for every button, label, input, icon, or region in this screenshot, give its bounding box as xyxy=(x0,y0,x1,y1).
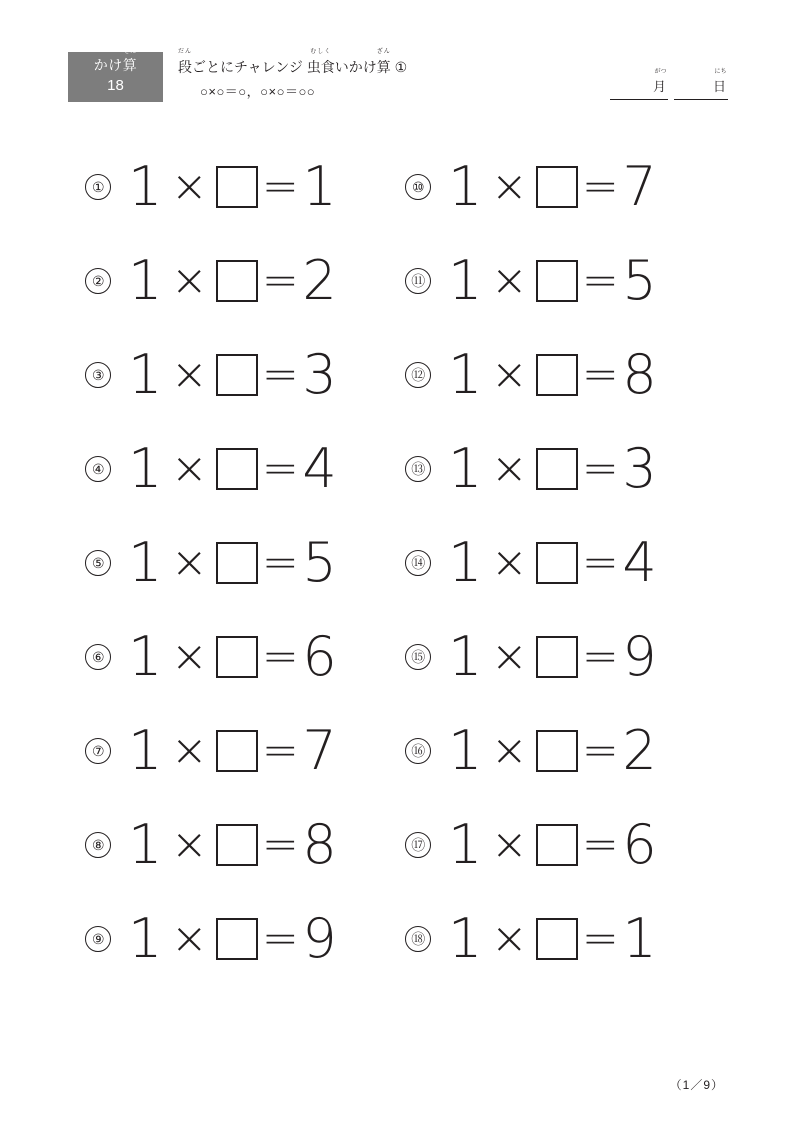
multiplicand: 1 xyxy=(448,813,483,876)
equals-sign: = xyxy=(261,819,299,870)
badge-title-wrapper xyxy=(93,49,138,73)
multiplicand: 1 xyxy=(128,249,163,312)
day-label-ruby: にち xyxy=(714,69,727,75)
problem-row xyxy=(78,704,408,798)
equals-sign: = xyxy=(581,349,619,400)
problem-number xyxy=(78,832,118,858)
problem-number-badge: ⑪ xyxy=(405,268,431,294)
multiplicand: 1 xyxy=(128,155,163,218)
product: 5 xyxy=(622,249,657,312)
answer-box[interactable] xyxy=(536,260,578,302)
problem-expression xyxy=(128,625,337,688)
problem-number-badge: ⑭ xyxy=(405,550,431,576)
problem-row xyxy=(78,892,408,986)
equals-sign: = xyxy=(581,255,619,306)
product: 2 xyxy=(302,249,337,312)
badge-number: 18 xyxy=(107,77,124,94)
problem-number xyxy=(398,738,438,764)
multiply-operator: × xyxy=(490,255,528,306)
problem-number xyxy=(398,550,438,576)
problem-row xyxy=(78,422,408,516)
problem-row xyxy=(398,328,728,422)
multiplicand: 1 xyxy=(128,625,163,688)
problem-number-badge: ⑦ xyxy=(85,738,111,764)
problem-expression xyxy=(448,249,657,312)
date-area xyxy=(548,70,728,100)
answer-box[interactable] xyxy=(216,354,258,396)
problem-number xyxy=(398,832,438,858)
answer-box[interactable] xyxy=(536,730,578,772)
multiply-operator: × xyxy=(490,161,528,212)
problem-expression xyxy=(448,343,657,406)
answer-box[interactable] xyxy=(536,448,578,490)
equals-sign: = xyxy=(261,913,299,964)
problem-expression xyxy=(128,437,337,500)
problem-expression xyxy=(448,531,657,594)
multiplicand: 1 xyxy=(128,343,163,406)
header-challenge-text: ごとにチャレンジ xyxy=(192,59,307,75)
product: 7 xyxy=(622,155,657,218)
equals-sign: = xyxy=(581,161,619,212)
problem-number xyxy=(398,268,438,294)
header-dan-ruby: だん xyxy=(177,49,193,55)
equals-sign: = xyxy=(261,255,299,306)
answer-box[interactable] xyxy=(536,542,578,584)
problem-number-badge: ⑮ xyxy=(405,644,431,670)
problem-expression xyxy=(128,719,337,782)
multiply-operator: × xyxy=(490,913,528,964)
badge-title: かけ算 xyxy=(93,57,138,73)
multiply-operator: × xyxy=(490,725,528,776)
multiply-operator: × xyxy=(170,631,208,682)
multiplicand: 1 xyxy=(448,907,483,970)
problem-number-badge: ③ xyxy=(85,362,111,388)
problem-column-left xyxy=(78,140,408,986)
header-formula-line: ○×○＝○，○×○＝○○ xyxy=(200,84,316,99)
answer-box[interactable] xyxy=(536,636,578,678)
problem-expression xyxy=(128,155,337,218)
multiplicand: 1 xyxy=(448,437,483,500)
problem-row xyxy=(398,140,728,234)
product: 8 xyxy=(302,813,337,876)
problem-number-badge: ⑥ xyxy=(85,644,111,670)
problem-number xyxy=(398,362,438,388)
problem-number-badge: ⑫ xyxy=(405,362,431,388)
problem-number-badge: ⑨ xyxy=(85,926,111,952)
equals-sign: = xyxy=(261,161,299,212)
problem-row xyxy=(398,234,728,328)
badge-title-ruby: ざん xyxy=(124,49,137,55)
problem-number xyxy=(78,456,118,482)
equals-sign: = xyxy=(261,725,299,776)
problem-number-badge: ⑯ xyxy=(405,738,431,764)
problem-number-badge: ① xyxy=(85,174,111,200)
multiplicand: 1 xyxy=(128,437,163,500)
header-mushikui-wrapper xyxy=(306,49,335,77)
header-mushikui: 虫食 xyxy=(306,59,335,75)
header-mushikui-ruby: むしく xyxy=(310,49,332,55)
answer-box[interactable] xyxy=(536,166,578,208)
equals-sign: = xyxy=(261,349,299,400)
answer-box[interactable] xyxy=(216,636,258,678)
multiplicand: 1 xyxy=(448,155,483,218)
problem-expression xyxy=(448,437,657,500)
equals-sign: = xyxy=(581,631,619,682)
product: 7 xyxy=(302,719,337,782)
problem-number-badge: ⑧ xyxy=(85,832,111,858)
problem-row xyxy=(78,234,408,328)
multiplicand: 1 xyxy=(448,719,483,782)
problem-number-badge: ⑱ xyxy=(405,926,431,952)
header-subject-line xyxy=(177,49,578,77)
multiplicand: 1 xyxy=(128,813,163,876)
problem-column-right xyxy=(398,140,728,986)
multiplicand: 1 xyxy=(448,625,483,688)
problem-number xyxy=(78,268,118,294)
product: 6 xyxy=(302,625,337,688)
problem-row xyxy=(398,422,728,516)
equals-sign: = xyxy=(581,443,619,494)
equals-sign: = xyxy=(581,913,619,964)
answer-box[interactable] xyxy=(216,166,258,208)
equals-sign: = xyxy=(581,819,619,870)
day-label-wrapper xyxy=(712,69,728,96)
problem-row xyxy=(78,516,408,610)
multiplicand: 1 xyxy=(448,249,483,312)
multiplicand: 1 xyxy=(128,719,163,782)
problem-number xyxy=(78,644,118,670)
problem-number xyxy=(78,738,118,764)
month-label: 月 xyxy=(652,79,666,94)
problem-row xyxy=(398,892,728,986)
answer-box[interactable] xyxy=(216,730,258,772)
equals-sign: = xyxy=(581,537,619,588)
header-san-wrapper xyxy=(376,49,391,77)
problem-number-badge: ② xyxy=(85,268,111,294)
product: 9 xyxy=(622,625,657,688)
problem-expression xyxy=(128,907,337,970)
product: 4 xyxy=(302,437,337,500)
product: 8 xyxy=(622,343,657,406)
multiply-operator: × xyxy=(170,349,208,400)
problem-number xyxy=(398,456,438,482)
problem-row xyxy=(398,798,728,892)
multiplicand: 1 xyxy=(128,907,163,970)
product: 5 xyxy=(302,531,337,594)
problem-number xyxy=(78,550,118,576)
problem-number xyxy=(78,174,118,200)
problem-row xyxy=(398,704,728,798)
problem-row xyxy=(78,328,408,422)
multiply-operator: × xyxy=(490,349,528,400)
multiply-operator: × xyxy=(490,631,528,682)
equals-sign: = xyxy=(261,443,299,494)
header-mark: ① xyxy=(390,59,408,75)
problem-expression xyxy=(128,343,337,406)
multiply-operator: × xyxy=(490,537,528,588)
multiplicand: 1 xyxy=(448,531,483,594)
answer-box[interactable] xyxy=(216,918,258,960)
problem-number xyxy=(398,644,438,670)
problem-row xyxy=(78,798,408,892)
answer-box[interactable] xyxy=(216,542,258,584)
problem-number xyxy=(398,174,438,200)
product: 4 xyxy=(622,531,657,594)
month-label-ruby: がつ xyxy=(654,69,667,75)
product: 3 xyxy=(302,343,337,406)
problem-row xyxy=(398,516,728,610)
multiply-operator: × xyxy=(490,819,528,870)
header-dan: 段 xyxy=(178,59,192,75)
product: 9 xyxy=(302,907,337,970)
product: 2 xyxy=(622,719,657,782)
problem-expression xyxy=(448,625,657,688)
problem-expression xyxy=(128,249,337,312)
problem-number-badge: ⑤ xyxy=(85,550,111,576)
multiply-operator: × xyxy=(170,819,208,870)
header-badge xyxy=(68,49,163,102)
problem-expression xyxy=(448,719,657,782)
month-label-wrapper xyxy=(652,69,668,96)
worksheet-header xyxy=(68,49,728,102)
answer-box[interactable] xyxy=(536,918,578,960)
problem-number xyxy=(398,926,438,952)
multiply-operator: × xyxy=(170,913,208,964)
equals-sign: = xyxy=(581,725,619,776)
equals-sign: = xyxy=(261,631,299,682)
answer-box[interactable] xyxy=(216,448,258,490)
problem-number-badge: ④ xyxy=(85,456,111,482)
problem-expression xyxy=(448,907,657,970)
page-number: （1／9） xyxy=(669,1078,724,1092)
problem-expression xyxy=(128,813,337,876)
problem-number xyxy=(78,926,118,952)
product: 1 xyxy=(622,907,657,970)
month-field[interactable] xyxy=(610,69,668,100)
product: 3 xyxy=(622,437,657,500)
answer-box[interactable] xyxy=(216,260,258,302)
product: 6 xyxy=(622,813,657,876)
product: 1 xyxy=(302,155,337,218)
multiply-operator: × xyxy=(170,161,208,212)
header-ikake: いかけ xyxy=(334,59,377,75)
answer-box[interactable] xyxy=(216,824,258,866)
problem-row xyxy=(78,610,408,704)
day-label: 日 xyxy=(712,79,726,94)
problem-number-badge: ⑬ xyxy=(405,456,431,482)
problem-expression xyxy=(448,813,657,876)
problem-row xyxy=(398,610,728,704)
multiplicand: 1 xyxy=(448,343,483,406)
multiply-operator: × xyxy=(170,537,208,588)
header-dan-wrapper xyxy=(177,49,193,77)
multiply-operator: × xyxy=(170,255,208,306)
header-san-ruby: ざん xyxy=(376,49,391,55)
problem-row xyxy=(78,140,408,234)
answer-box[interactable] xyxy=(536,354,578,396)
header-main xyxy=(177,49,578,101)
day-field[interactable] xyxy=(674,69,728,100)
multiply-operator: × xyxy=(170,443,208,494)
header-san: 算 xyxy=(376,59,391,75)
multiplicand: 1 xyxy=(128,531,163,594)
equals-sign: = xyxy=(261,537,299,588)
problem-number xyxy=(78,362,118,388)
problem-number-badge: ⑰ xyxy=(405,832,431,858)
multiply-operator: × xyxy=(170,725,208,776)
multiply-operator: × xyxy=(490,443,528,494)
problem-expression xyxy=(448,155,657,218)
problem-number-badge: ⑩ xyxy=(405,174,431,200)
problem-expression xyxy=(128,531,337,594)
answer-box[interactable] xyxy=(536,824,578,866)
